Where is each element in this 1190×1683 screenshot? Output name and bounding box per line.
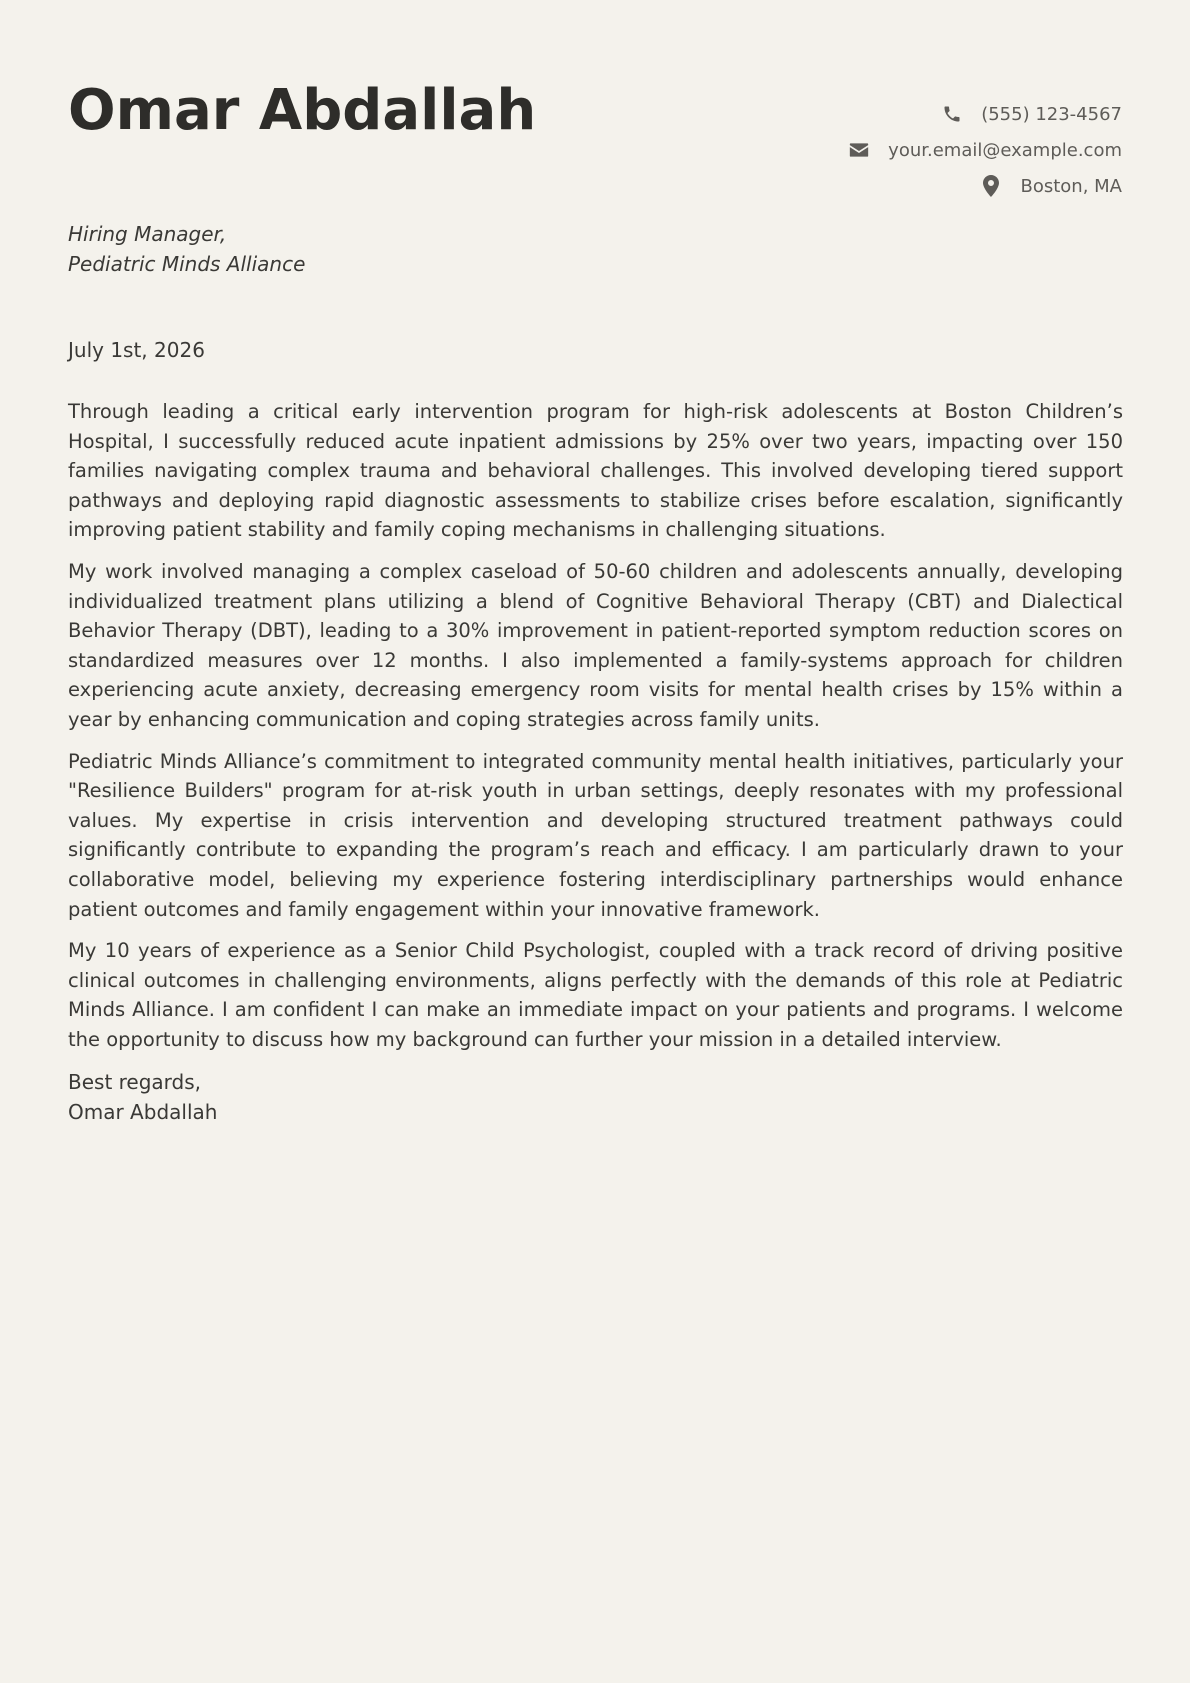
body-paragraph: My 10 years of experience as a Senior Child Psychologist, coupled with a track record of driving positive clinical outcomes in challenging environments, aligns perfectly with the demands of this role at Pediatric Minds Alliance. I am confident I can make an immediate impact on your patients and programs. I welcome the opportunity to discuss how my background can further your mission in a detailed interview. bbox=[68, 939, 1123, 1051]
closing-salutation: Best regards, bbox=[68, 1070, 202, 1094]
contact-location bbox=[848, 168, 1122, 204]
envelope-icon bbox=[848, 139, 870, 161]
body-paragraph: Pediatric Minds Alliance’s commitment to integrated community mental health initiatives, particularly your "Resilience Builders" program for at-risk youth in urban settings, deeply resonates with my professional values. My expertise in crisis intervention and developing structured treatment pathways could significantly contribute to expanding the program’s reach and efficacy. I am particularly drawn to your collaborative model, believing my experience fostering interdisciplinary partnerships would enhance patient outcomes and family engagement within your innovative framework. bbox=[68, 749, 1123, 921]
letter-header bbox=[68, 0, 1122, 200]
phone-icon bbox=[941, 103, 963, 125]
email-text: your.email@example.com bbox=[888, 139, 1122, 161]
recipient-block bbox=[68, 219, 305, 279]
recipient-title: Hiring Manager, bbox=[68, 222, 227, 246]
applicant-name: Omar Abdallah bbox=[68, 78, 537, 143]
contact-email bbox=[848, 132, 1122, 168]
contact-phone bbox=[848, 96, 1122, 132]
letter-closing bbox=[68, 1067, 217, 1127]
body-paragraph: Through leading a critical early intervention program for high-risk adolescents at Boston Children’s Hospital, I successfully reduced acute inpatient admissions by 25% over two years, impacting over 150 families navigating complex trauma and behavioral challenges. This involved developing tiered support pathways and deploying rapid diagnostic assessments to stabilize crises before escalation, significantly improving patient stability and family coping mechanisms in challenging situations. bbox=[68, 400, 1123, 542]
phone-text: (555) 123-4567 bbox=[981, 103, 1122, 125]
letter-body bbox=[68, 397, 1123, 1066]
body-paragraph: My work involved managing a complex caseload of 50-60 children and adolescents annually, developing individualized treatment plans utilizing a blend of Cognitive Behavioral Therapy (CBT) and Dialectical Behavior Therapy (DBT), leading to a 30% improvement in patient-reported symptom reduction scores on standardized measures over 12 months. I also implemented a family-systems approach for children experiencing acute anxiety, decreasing emergency room visits for mental health crises by 15% within a year by enhancing communication and coping strategies across family units. bbox=[68, 559, 1123, 731]
map-pin-icon bbox=[980, 175, 1002, 197]
location-text: Boston, MA bbox=[1020, 175, 1122, 197]
contact-block bbox=[848, 96, 1122, 204]
recipient-organization: Pediatric Minds Alliance bbox=[68, 252, 306, 276]
letter-date: July 1st, 2026 bbox=[68, 338, 205, 362]
closing-signature: Omar Abdallah bbox=[68, 1100, 218, 1124]
